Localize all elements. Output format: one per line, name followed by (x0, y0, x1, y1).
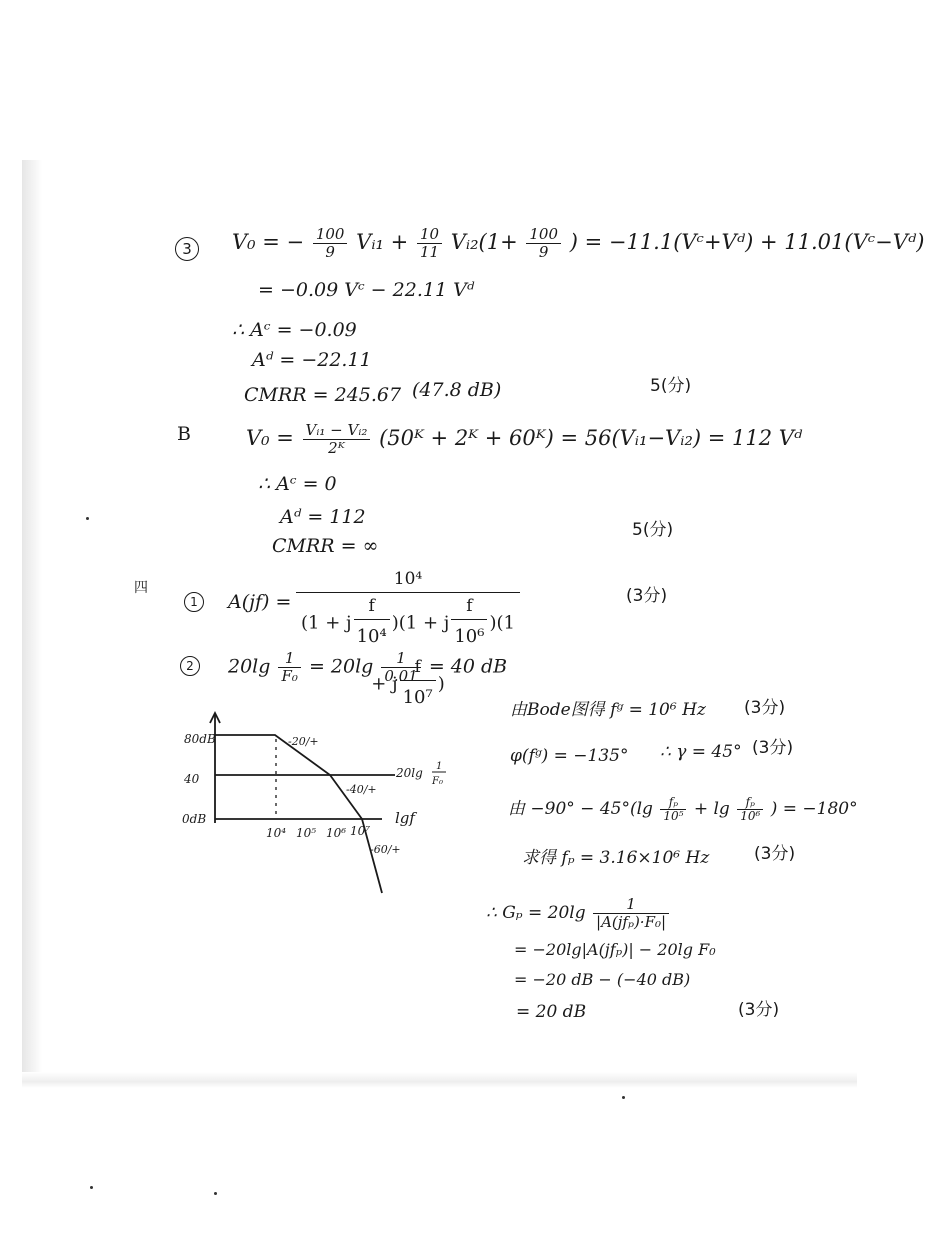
paper-edge-left (22, 160, 42, 1080)
score-4-1: (3分) (626, 586, 668, 606)
y-label-40: 40 (184, 772, 200, 786)
eq-cmrr-b: CMRR = ∞ (272, 535, 379, 557)
score-3b: 5(分) (632, 520, 674, 540)
eq-a-jf: 10⁴ (1 + j $\frac{f}{\text{10⁴}}$ )(1 + j $\frac{f}{\text{10⁶}}$ )(1 + j $\frac{f}{\text{10⁷}}$ ) (296, 566, 520, 715)
r-phase: φ(fᵍ) = −135° (510, 746, 629, 766)
r-gp-line2: = −20lg|A(jfₚ)| − 20lg F₀ (514, 940, 716, 959)
eq-vo-line2: = −0.09 Vᶜ − 22.11 Vᵈ (258, 279, 475, 301)
x-tick-10e7: 10⁷ (350, 824, 371, 838)
r-gp-line3: = −20 dB − (−40 dB) (514, 970, 691, 989)
marker-3: 3 (175, 237, 199, 261)
eq-cmrr-db: (47.8 dB) (412, 379, 502, 401)
scan-speck (214, 1192, 217, 1195)
r-phase-eq: 由 −90° − 45°(lg $\frac{\text{fₚ}}{\text{10⁵}}$ + lg $\frac{\text{fₚ}}{\text{10⁶}}$ ) = −180° (508, 795, 858, 823)
r-gp-line4: = 20 dB (516, 1002, 587, 1022)
marker-b: B (177, 423, 191, 445)
scan-speck (622, 1096, 625, 1099)
eq-ad-b: Aᵈ = 112 (280, 506, 366, 528)
paper-edge-bottom (22, 1072, 857, 1088)
marker-p1: 1 (184, 592, 204, 612)
x-axis-label: lgf (395, 809, 415, 827)
r-fp: 求得 fₚ = 3.16×10⁶ Hz (522, 848, 710, 868)
marker-4: 四 (134, 580, 148, 596)
frac-100-9b: $\frac{100}{9}$ (526, 226, 561, 261)
eq-vo-b: V₀ = $\frac{\text{Vᵢ₁ − Vᵢ₂}}{\text{2ᴷ}}$ (50ᴷ + 2ᴷ + 60ᴷ) = 56(Vᵢ₁−Vᵢ₂) = 112 Vᵈ (246, 421, 803, 457)
x-tick-10e4: 10⁴ (266, 826, 287, 840)
score-3a: 5(分) (650, 376, 692, 396)
y-label-0db: 0dB (182, 812, 207, 826)
slope-40: -40/+ (346, 783, 377, 796)
marker-p2: 2 (180, 656, 200, 676)
eq-ad: Aᵈ = −22.11 (252, 349, 372, 371)
eq-20lg: 20lg $\frac{1}{\text{F₀}}$ = 20lg $\frac{1}{0.01}$ = 40 dB (228, 649, 508, 685)
r-gamma: ∴ γ = 45° (660, 742, 742, 762)
score-r8: (3分) (738, 1000, 780, 1020)
eq-ac-b: ∴ Aᶜ = 0 (258, 473, 337, 495)
bode-plot (170, 705, 460, 905)
frac-100-9: $\frac{100}{9}$ (313, 226, 348, 261)
r-gp: ∴ Gₚ = 20lg $\frac{1}{\text{|A(jfₚ)·F₀|}}$ (486, 896, 671, 931)
scan-speck (86, 517, 89, 520)
eq-vo-line1: V₀ = − $\frac{100}{9}$ Vᵢ₁ + $\frac{10}{11}$ Vᵢ₂(1+ $\frac{100}{9}$ ) = −11.1(Vᶜ+Vᵈ) + 11.01(Vᶜ−Vᵈ) (232, 225, 925, 261)
gain-curve (215, 735, 382, 893)
frac-10-11: $\frac{10}{11}$ (417, 226, 442, 261)
frac-vi-diff: $\frac{\text{Vᵢ₁ − Vᵢ₂}}{\text{2ᴷ}}$ (303, 422, 371, 457)
ref-num: 1 (436, 761, 443, 772)
scan-speck (90, 1186, 93, 1189)
ref-label: 20lg (396, 766, 423, 780)
score-r2: (3分) (752, 738, 794, 758)
x-tick-10e6: 10⁶ (326, 826, 347, 840)
ref-den: F₀ (432, 776, 443, 787)
slope-60: -60/+ (370, 843, 401, 856)
y-label-80db: 80dB (184, 732, 216, 746)
eq-a-jf-lhs: A(jf) = (228, 591, 292, 613)
score-r4: (3分) (754, 844, 796, 864)
eq-cmrr: CMRR = 245.67 (244, 384, 402, 406)
score-r1: (3分) (744, 698, 786, 718)
r-bode-fg: 由Bode图得 fᵍ = 10⁶ Hz (510, 700, 706, 720)
slope-20: -20/+ (288, 735, 319, 748)
x-tick-10e5: 10⁵ (296, 826, 317, 840)
eq-ac: ∴ Aᶜ = −0.09 (232, 319, 357, 341)
